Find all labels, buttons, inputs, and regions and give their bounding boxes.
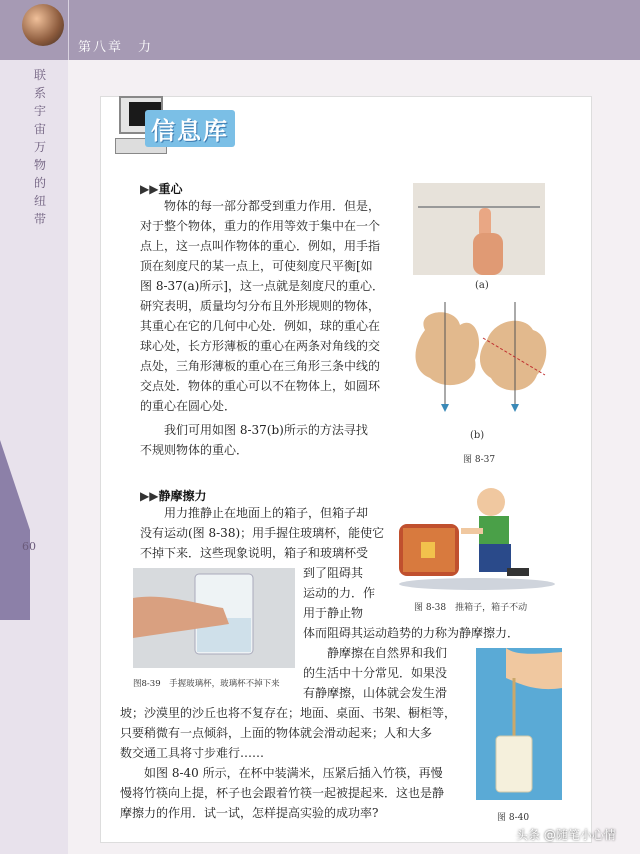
text-line: 用力推静止在地面上的箱子，但箱子却	[164, 506, 369, 520]
paragraph-center-of-gravity	[140, 196, 402, 416]
fig-38-caption: 图 8-38 推箱子，箱子不动	[414, 603, 528, 613]
paragraph-static-friction-common	[303, 643, 473, 703]
text-line: 运动的力．作	[303, 586, 376, 600]
text-line: 不掉下来．这些现象说明，箱子和玻璃杯受	[140, 546, 369, 560]
text-line: 用于静止物	[303, 606, 364, 620]
vertical-char: 联	[33, 68, 46, 82]
text-line: 只要稍微有一点倾斜，上面的物体就会滑动起来；人和大多	[120, 726, 433, 740]
text-line: 有静摩擦，山体就会发生滑	[303, 686, 448, 700]
page-number: 60	[22, 540, 36, 553]
paragraph-static-friction-intro	[140, 503, 395, 563]
text-line: 我们可用如图 8-37(b)所示的方法寻找	[164, 423, 368, 437]
text-line: 其重心在它的几何中心处．例如，球的重心在	[140, 319, 381, 333]
text-line: 图 8-37(a)所示]，这一点就是刻度尺的重心．	[140, 279, 384, 293]
chapter-title: 第八章 力	[78, 40, 154, 55]
text-line: 点上，这一点叫作物体的重心．例如，用手指	[140, 239, 381, 253]
text-line: 的重心在圆心处．	[140, 399, 237, 413]
vertical-slogan	[30, 66, 50, 228]
text-line: 坡；沙漠里的沙丘也将不复存在；地面、桌面、书架、橱柜等，	[120, 706, 457, 720]
text-line: 研究表明，质量均匀分布且外形规则的物体，	[140, 299, 381, 313]
fig-b-label: (b)	[470, 430, 485, 441]
text-line: 点处，三角形薄板的重心在三角形三条中线的	[140, 359, 381, 373]
fig-39-caption: 图8-39 手握玻璃杯，玻璃杯不掉下来	[133, 679, 280, 689]
fig-40-caption: 图 8-40	[497, 813, 530, 823]
vertical-char: 系	[33, 86, 46, 100]
fig-37-caption: 图 8-37	[463, 455, 496, 465]
vertical-char: 纽	[33, 194, 46, 208]
ruler-finger-photo	[413, 183, 545, 275]
text-line: 的生活中十分常见．如果没	[303, 666, 448, 680]
hand-glass-photo	[133, 568, 295, 668]
text-line: 数交通工具将寸步难行……	[120, 746, 265, 760]
text-line: 静摩擦在自然界和我们	[327, 646, 448, 660]
text-line: 物体的每一部分都受到重力作用．但是，	[164, 199, 381, 213]
text-line: 球心处，长方形薄板的重心在两条对角线的交	[140, 339, 381, 353]
header-divider	[68, 0, 69, 60]
section-heading-center-of-gravity: ▶▶重心	[140, 182, 183, 196]
vertical-char: 物	[33, 158, 46, 172]
text-line: 如图 8-40 所示，在杯中装满米，压紧后插入竹筷，再慢	[144, 766, 443, 780]
irregular-board-diagram	[405, 300, 555, 418]
text-line: 摩擦力的作用．试一试，怎样提高实验的成功率?	[120, 806, 379, 820]
planet-icon	[22, 4, 64, 46]
info-banner-title: 信息库	[145, 110, 235, 147]
vertical-char: 宙	[33, 122, 46, 136]
text-line: 慢将竹筷向上提，杯子也会跟着竹筷一起被提起来．这也是静	[120, 786, 445, 800]
text-line: 到了阻碍其	[303, 566, 364, 580]
rice-chopstick-photo	[476, 648, 562, 800]
vertical-char: 的	[33, 176, 46, 190]
text-line: 体而阻碍其运动趋势的力称为静摩擦力．	[303, 626, 520, 640]
text-line: 不规则物体的重心．	[140, 443, 249, 457]
paragraph-static-friction-examples	[120, 703, 480, 823]
text-line: 顶在刻度尺的某一点上，可使刻度尺平衡[如	[140, 259, 373, 273]
vertical-char: 带	[33, 212, 46, 226]
section-heading-static-friction: ▶▶静摩擦力	[140, 489, 207, 503]
paragraph-find-center	[140, 420, 402, 460]
text-line: 没有运动(图 8-38)；用手握住玻璃杯，能使它	[140, 526, 385, 540]
watermark: 头条 @随笔小心情	[516, 828, 616, 842]
vertical-char: 万	[33, 140, 46, 154]
pushing-box-illustration	[395, 484, 560, 592]
vertical-char: 宇	[33, 104, 46, 118]
text-line: 对于整个物体，重力的作用等效于集中在一个	[140, 219, 381, 233]
fig-a-label: (a)	[475, 280, 489, 291]
text-line: 交点处．物体的重心可以不在物体上，如圆环	[140, 379, 381, 393]
